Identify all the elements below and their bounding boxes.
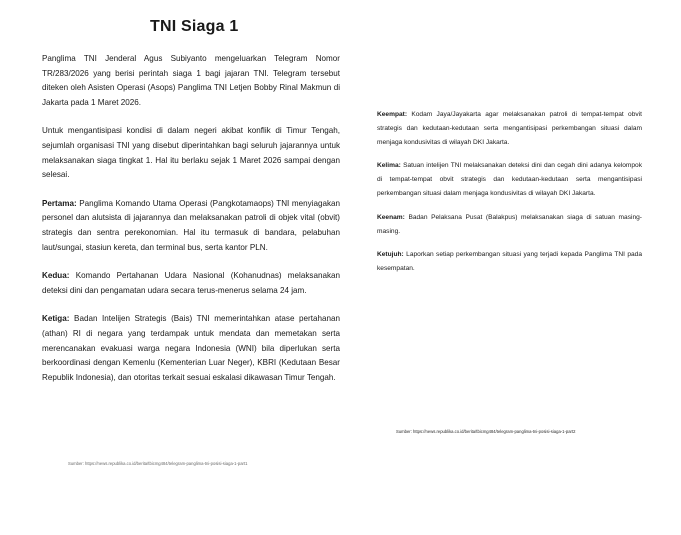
- paragraph-context: [42, 124, 340, 182]
- paragraph-text: Komando Pertahanan Udara Nasional (Kohanudnas) melaksanakan deteksi dini dan pengamatan udara secara terus-menerus selama 24 jam.: [42, 271, 340, 295]
- paragraph-label: Kelima:: [377, 162, 401, 170]
- paragraph-ketujuh: [377, 248, 642, 276]
- source-citation-left: Sumber: https://news.republika.co.id/berita/tbicmg484/telegram-panglima-tni-posisi-siaga-1-part1: [68, 461, 248, 466]
- paragraph-text: Panglima TNI Jenderal Agus Subiyanto mengeluarkan Telegram Nomor TR/283/2026 yang berisi perintah siaga 1 bagi jajaran TNI. Telegram tersebut diteken oleh Asisten Operasi (Asops) Panglima TNI Letjen Bobby Rinal Makmun di Jakarta pada 1 Maret 2026.: [42, 54, 340, 107]
- paragraph-text: Badan Intelijen Strategis (Bais) TNI memerintahkan atase pertahanan (athan) RI di negara yang terdampak untuk mendata dan memetakan serta merencanakan evakuasi warga negara Indonesia (WNI) bila diperlukan serta berkoordinasi dengan Kemenlu (Kementerian Luar Neger), KBRI (Kedutaan Besar Republik Indonesia), dan otoritas terkait sesuai eskalasi dikawasan Timur Tengah.: [42, 314, 341, 382]
- paragraph-text: Laporkan setiap perkembangan situasi yang terjadi kepada Panglima TNI pada kesempatan.: [377, 251, 642, 273]
- paragraph-label: Pertama:: [42, 198, 77, 208]
- paragraph-intro: [42, 52, 340, 110]
- paragraph-text: Panglima Komando Utama Operasi (Pangkotamaops) TNI menyiagakan personel dan alutsista di jajarannya dan melaksanakan patroli di objek vital (obvit) strategis dan sentra perekonomian. Hal itu termasuk di bandara, pelabuhan laut/sungai, stasiun kereta, dan terminal bus, serta kantor PLN.: [42, 198, 341, 252]
- paragraph-keempat: [377, 108, 642, 149]
- paragraph-label: Ketiga:: [42, 314, 70, 324]
- paragraph-label: Ketujuh:: [377, 251, 404, 259]
- paragraph-pertama: [42, 197, 340, 255]
- paragraph-kedua: [42, 269, 340, 298]
- page-title: TNI Siaga 1: [150, 18, 239, 35]
- paragraph-keenam: [377, 211, 642, 239]
- paragraph-text: Badan Pelaksana Pusat (Balakpus) melaksanakan siaga di satuan masing-masing.: [377, 213, 642, 235]
- paragraph-text: Kodam Jaya/Jayakarta agar melaksanakan patroli di tempat-tempat obvit strategis dan kedutaan-kedutaan serta mengantisipasi perkembangan situasi dalam menjaga kondusivitas di wilayah DKI Jakarta.: [377, 111, 642, 146]
- paragraph-ketiga: [42, 312, 340, 385]
- paragraph-kelima: [377, 159, 642, 200]
- paragraph-label: Keenam:: [377, 213, 405, 221]
- left-column: [42, 52, 340, 399]
- paragraph-label: Kedua:: [42, 271, 70, 281]
- paragraph-label: Keempat:: [377, 111, 408, 118]
- paragraph-text: Satuan intelijen TNI melaksanakan deteksi dini dan cegah dini adanya kelompok di tempat-tempat obvit strategis dan kedutaan-kedutaan serta mengantisipasi perkembangan situasi dalam menjaga kondusivitas di wilayah DKI Jakarta.: [377, 162, 642, 197]
- paragraph-text: Untuk mengantisipasi kondisi di dalam negeri akibat konflik di Timur Tengah, sejumlah organisasi TNI yang disebut diperintahkan bagi seluruh jajarannya untuk melaksanakan siaga tingkat 1. Hal itu berlaku sejak 1 Maret 2026 sampai dengan selesai.: [42, 126, 340, 180]
- right-column: [377, 108, 642, 286]
- source-citation-right: Sumber: https://news.republika.co.id/berita/tbicmg484/telegram-panglima-tni-posisi-siaga-1-part2: [396, 429, 576, 434]
